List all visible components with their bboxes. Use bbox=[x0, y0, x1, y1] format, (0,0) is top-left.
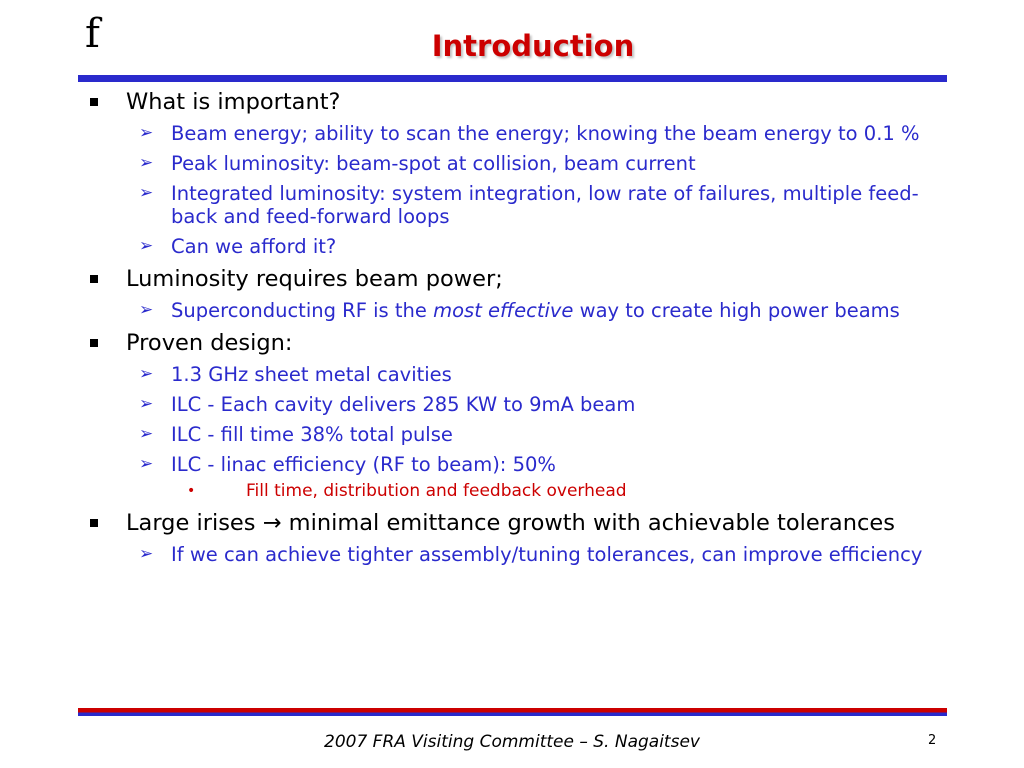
arrowhead-bullet-icon: ➢ bbox=[139, 544, 154, 564]
sub-bullet-text: Integrated luminosity: system integration, low rate of failures, multiple feed-back and feed-forward loops bbox=[171, 182, 919, 228]
sub-bullet-text-post: way to create high power beams bbox=[573, 299, 900, 322]
sub-sub-bullet bbox=[84, 481, 944, 502]
sub-bullet bbox=[84, 363, 944, 386]
fermilab-logo: f bbox=[85, 11, 100, 57]
emphasis-text: most effective bbox=[433, 299, 574, 322]
sub-bullet-text: ILC - Each cavity delivers 285 KW to 9mA beam bbox=[171, 393, 636, 416]
footer-divider bbox=[78, 708, 947, 716]
sub-bullet bbox=[84, 299, 944, 322]
arrowhead-bullet-icon: ➢ bbox=[139, 236, 154, 256]
sub-bullet-text: Can we afford it? bbox=[171, 235, 337, 258]
sub-sub-bullet-text: Fill time, distribution and feedback overhead bbox=[246, 481, 627, 501]
sub-bullet bbox=[84, 152, 944, 175]
arrowhead-bullet-icon: ➢ bbox=[139, 153, 154, 173]
bullet-text: Luminosity requires beam power; bbox=[126, 266, 503, 292]
arrowhead-bullet-icon: ➢ bbox=[139, 394, 154, 414]
bullet-text-post: minimal emittance growth with achievable tolerances bbox=[281, 510, 895, 536]
bullet-what-is-important bbox=[84, 89, 944, 115]
sub-bullet bbox=[84, 543, 944, 566]
sub-bullet-text: Peak luminosity: beam-spot at collision, beam current bbox=[171, 152, 696, 175]
slide-title: Introduction bbox=[431, 29, 635, 63]
sub-bullet-text: ILC - fill time 38% total pulse bbox=[171, 423, 453, 446]
title-divider bbox=[78, 75, 947, 82]
arrowhead-bullet-icon: ➢ bbox=[139, 454, 154, 474]
arrowhead-bullet-icon: ➢ bbox=[139, 424, 154, 444]
sub-bullet-text: If we can achieve tighter assembly/tuning tolerances, can improve efficiency bbox=[171, 543, 923, 566]
sub-bullet bbox=[84, 122, 944, 145]
square-bullet-icon bbox=[90, 339, 98, 347]
slide-content bbox=[84, 89, 944, 566]
arrowhead-bullet-icon: ➢ bbox=[139, 300, 154, 320]
right-arrow-icon: → bbox=[262, 510, 282, 536]
arrowhead-bullet-icon: ➢ bbox=[139, 123, 154, 143]
page-number: 2 bbox=[928, 733, 937, 748]
square-bullet-icon bbox=[90, 98, 98, 106]
sub-bullet bbox=[84, 453, 944, 476]
sub-bullet bbox=[84, 182, 944, 228]
sub-bullet-text: 1.3 GHz sheet metal cavities bbox=[171, 363, 452, 386]
square-bullet-icon bbox=[90, 275, 98, 283]
sub-bullet bbox=[84, 393, 944, 416]
bullet-text-pre: Large irises bbox=[126, 510, 263, 536]
sub-bullet-text: Beam energy; ability to scan the energy; knowing the beam energy to 0.1 % bbox=[171, 122, 920, 145]
bullet-large-irises bbox=[84, 510, 944, 536]
sub-bullet bbox=[84, 235, 944, 258]
sub-bullet-text: ILC - linac efficiency (RF to beam): 50% bbox=[171, 453, 556, 476]
arrowhead-bullet-icon: ➢ bbox=[139, 364, 154, 384]
bullet-proven-design bbox=[84, 330, 944, 356]
slide-footer: 2007 FRA Visiting Committee – S. Nagaitsev bbox=[324, 732, 700, 752]
arrowhead-bullet-icon: ➢ bbox=[139, 183, 154, 203]
square-bullet-icon bbox=[90, 519, 98, 527]
sub-bullet bbox=[84, 423, 944, 446]
dot-bullet-icon: • bbox=[187, 483, 196, 499]
sub-bullet-text-pre: Superconducting RF is the bbox=[171, 299, 434, 322]
bullet-text: What is important? bbox=[126, 89, 341, 115]
bullet-luminosity bbox=[84, 266, 944, 292]
bullet-text: Proven design: bbox=[126, 330, 293, 356]
